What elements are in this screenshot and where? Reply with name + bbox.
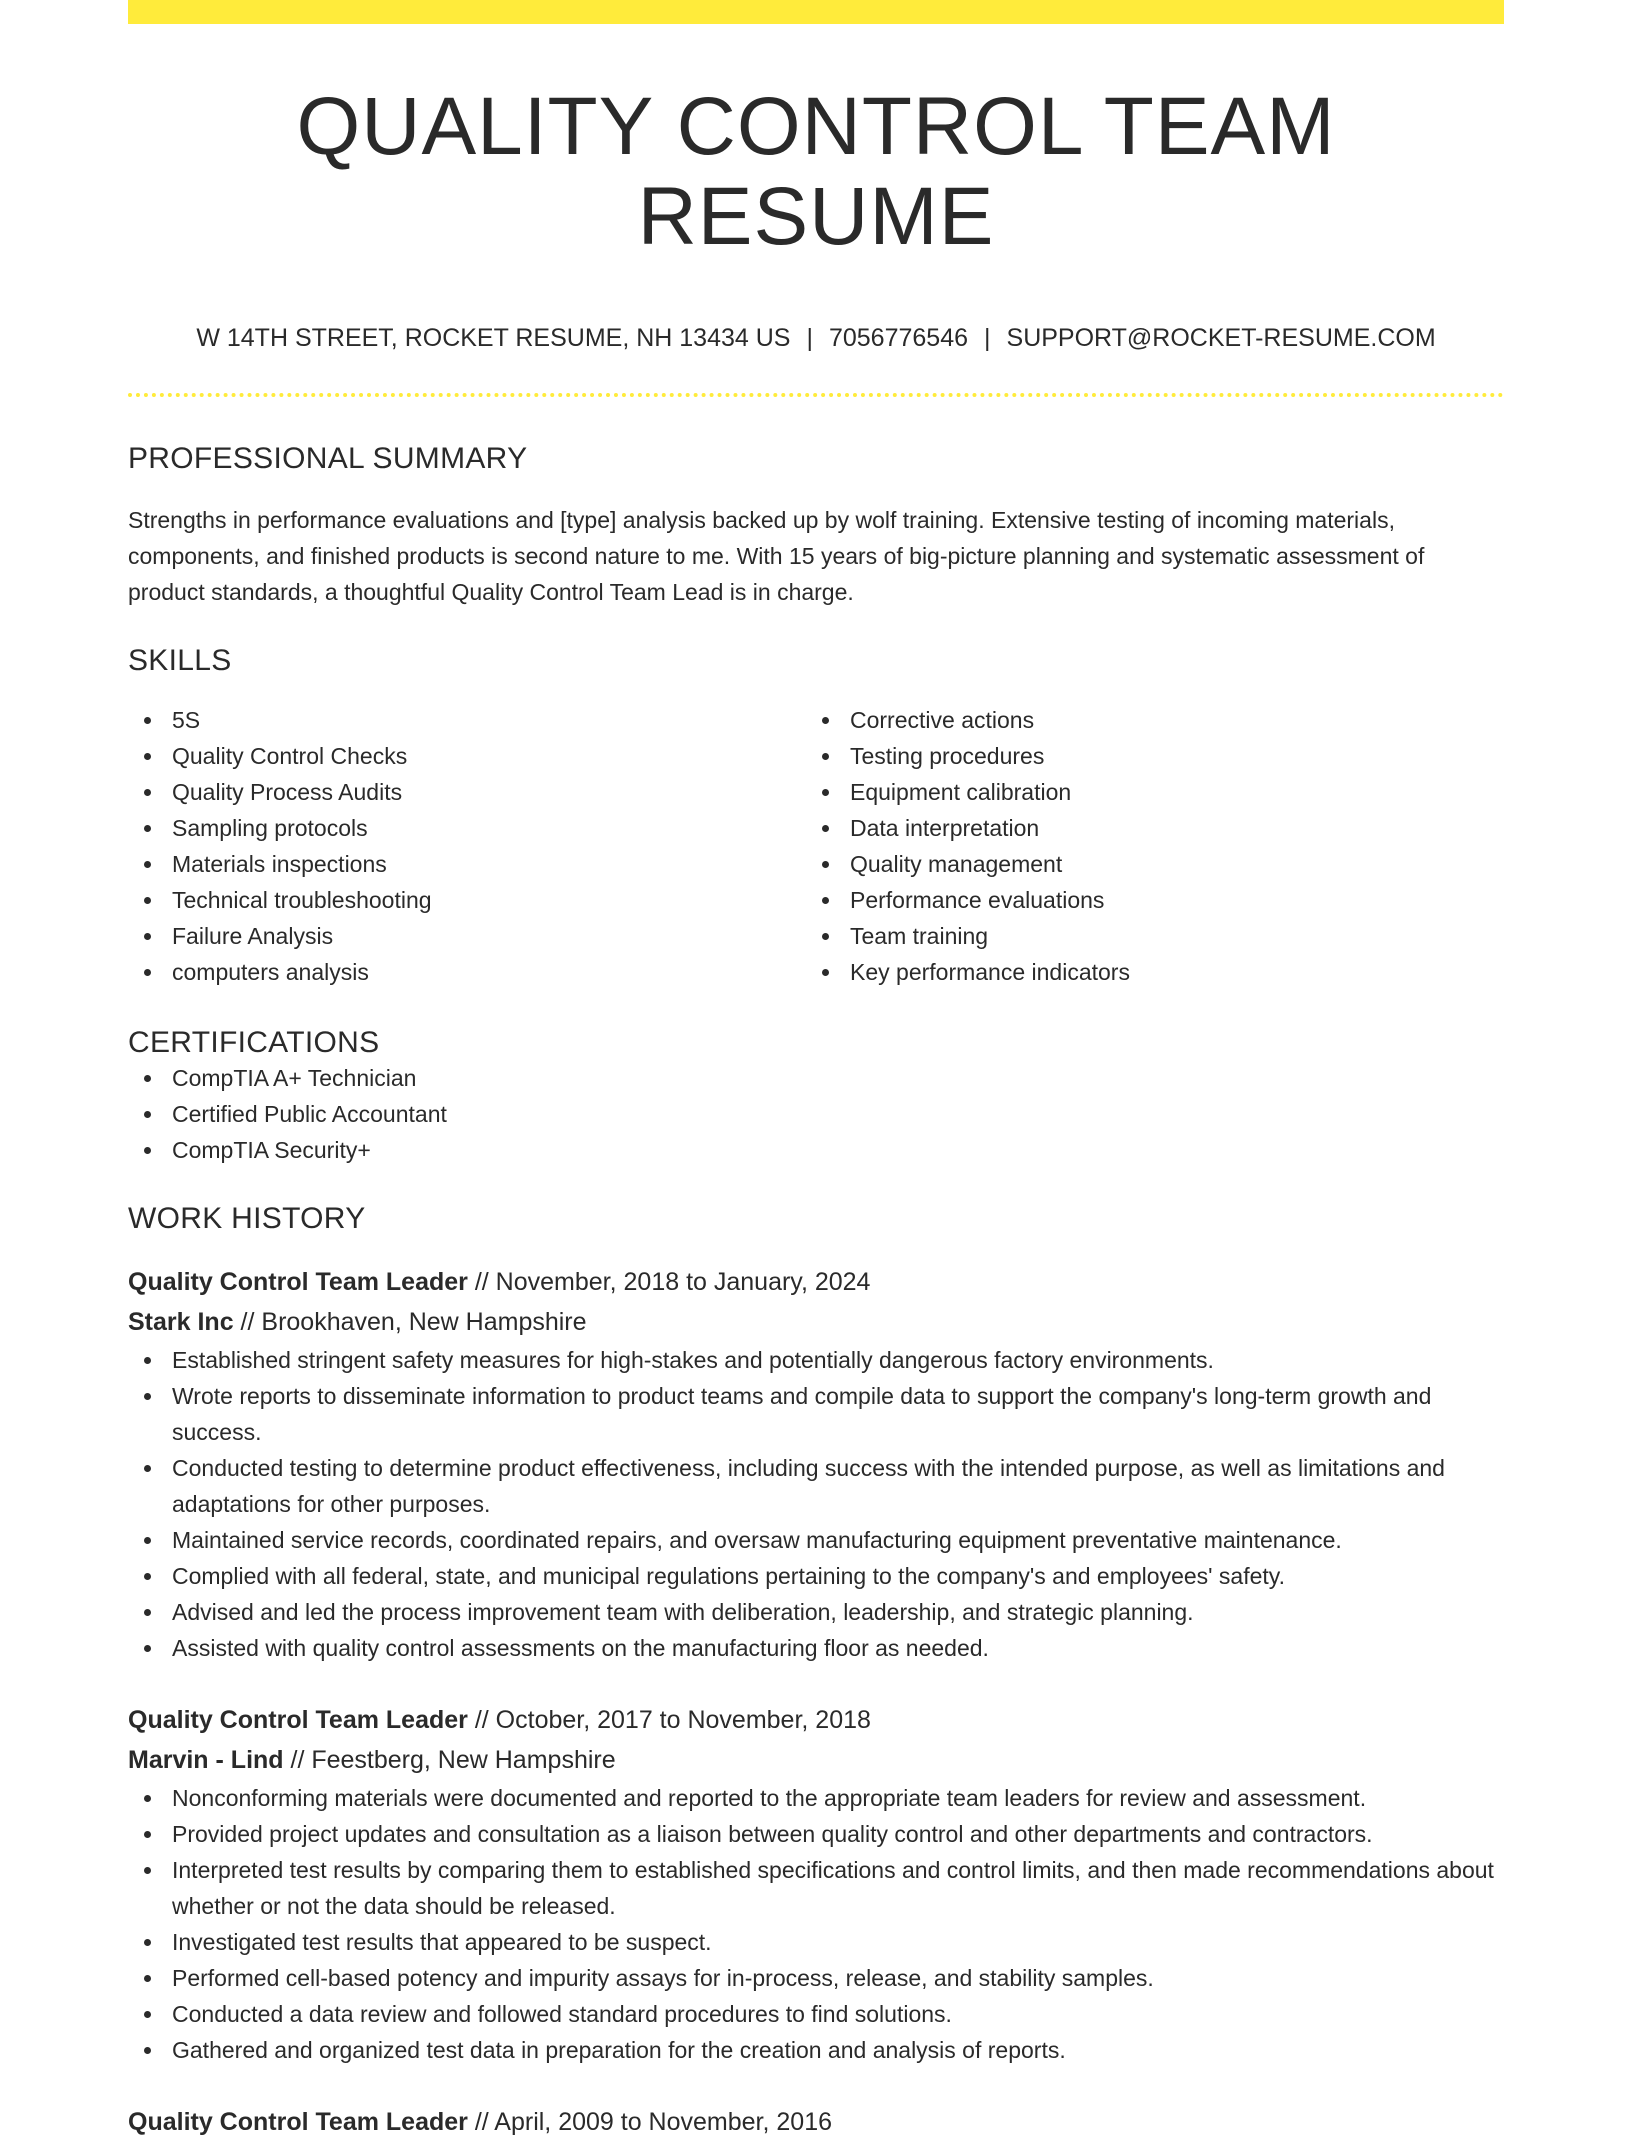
certification-item: Certified Public Accountant bbox=[128, 1096, 1504, 1132]
contact-phone: 7056776546 bbox=[828, 324, 969, 353]
summary-heading: PROFESSIONAL SUMMARY bbox=[128, 442, 528, 476]
certifications-list bbox=[128, 1060, 1504, 1168]
job-duty: Established stringent safety measures for high-stakes and potentially dangerous factory environments. bbox=[128, 1342, 1504, 1378]
job-duties-list bbox=[128, 1780, 1504, 2068]
contact-line bbox=[128, 324, 1504, 353]
job-role: Quality Control Team Leader bbox=[128, 1268, 468, 1297]
summary-text: Strengths in performance evaluations and [type] analysis backed up by wolf training. Extensive testing of incoming materials, components, and finished products is second nature to me. With 15 years of big-picture planning and systematic assessment of product standards, a thoughtful Quality Control Team Lead is in charge. bbox=[128, 507, 1425, 606]
job-location: // Feestberg, New Hampshire bbox=[283, 1746, 616, 1775]
job-role: Quality Control Team Leader bbox=[128, 1706, 468, 1735]
contact-separator: | bbox=[984, 324, 991, 353]
job-duty: Performed cell-based potency and impurity assays for in-process, release, and stability samples. bbox=[128, 1960, 1504, 1996]
job-dates: // October, 2017 to November, 2018 bbox=[467, 1706, 871, 1735]
job-duty: Maintained service records, coordinated repairs, and oversaw manufacturing equipment preventative maintenance. bbox=[128, 1522, 1504, 1558]
job-title-line bbox=[128, 1262, 1504, 1302]
dotted-divider bbox=[128, 393, 1504, 397]
skill-item: Key performance indicators bbox=[806, 954, 1484, 990]
work-history-heading: WORK HISTORY bbox=[128, 1202, 366, 1236]
skill-item: Quality management bbox=[806, 846, 1484, 882]
skill-item: Materials inspections bbox=[128, 846, 806, 882]
job-dates: // November, 2018 to January, 2024 bbox=[467, 1268, 871, 1297]
job-company-line bbox=[128, 1740, 1504, 1780]
resume-title: QUALITY CONTROL TEAM RESUME bbox=[296, 81, 1336, 263]
job-location: // Brookhaven, New Hampshire bbox=[233, 1308, 587, 1337]
job-entry bbox=[128, 1262, 1504, 1666]
contact-separator: | bbox=[806, 324, 813, 353]
job-duty: Investigated test results that appeared to be suspect. bbox=[128, 1924, 1504, 1960]
skill-item: Team training bbox=[806, 918, 1484, 954]
job-duty: Wrote reports to disseminate information to product teams and compile data to support the company's long-term growth and success. bbox=[128, 1378, 1504, 1450]
skill-item: Equipment calibration bbox=[806, 774, 1484, 810]
job-title-line bbox=[128, 2102, 1504, 2142]
certification-item: CompTIA Security+ bbox=[128, 1132, 1504, 1168]
job-company-line bbox=[128, 1302, 1504, 1342]
job-duty: Nonconforming materials were documented and reported to the appropriate team leaders for review and assessment. bbox=[128, 1780, 1504, 1816]
job-duty: Interpreted test results by comparing them to established specifications and control limits, and then made recommendations about whether or not the data should be released. bbox=[128, 1852, 1504, 1924]
job-duty: Gathered and organized test data in preparation for the creation and analysis of reports. bbox=[128, 2032, 1504, 2068]
resume-page bbox=[128, 0, 1504, 2142]
job-duty: Assisted with quality control assessments on the manufacturing floor as needed. bbox=[128, 1630, 1504, 1666]
skills-heading: SKILLS bbox=[128, 644, 232, 678]
skill-item: Corrective actions bbox=[806, 702, 1484, 738]
skill-item: Performance evaluations bbox=[806, 882, 1484, 918]
skill-item: Failure Analysis bbox=[128, 918, 806, 954]
skill-item: computers analysis bbox=[128, 954, 806, 990]
skill-item: 5S bbox=[128, 702, 806, 738]
skill-item: Quality Process Audits bbox=[128, 774, 806, 810]
job-dates: // April, 2009 to November, 2016 bbox=[467, 2108, 833, 2137]
job-title-line bbox=[128, 1700, 1504, 1740]
top-accent-bar bbox=[128, 0, 1504, 24]
job-duty: Conducted a data review and followed standard procedures to find solutions. bbox=[128, 1996, 1504, 2032]
skill-item: Technical troubleshooting bbox=[128, 882, 806, 918]
certification-item: CompTIA A+ Technician bbox=[128, 1060, 1504, 1096]
contact-address: W 14TH STREET, ROCKET RESUME, NH 13434 US bbox=[196, 324, 791, 353]
skill-item: Sampling protocols bbox=[128, 810, 806, 846]
job-entry bbox=[128, 1700, 1504, 2068]
job-entry bbox=[128, 2102, 1504, 2142]
skills-column-right bbox=[806, 702, 1484, 990]
job-role: Quality Control Team Leader bbox=[128, 2108, 468, 2137]
skills-column-left bbox=[128, 702, 806, 990]
skill-item: Quality Control Checks bbox=[128, 738, 806, 774]
job-duty: Provided project updates and consultation as a liaison between quality control and other departments and contractors. bbox=[128, 1816, 1504, 1852]
job-duty: Complied with all federal, state, and municipal regulations pertaining to the company's and employees' safety. bbox=[128, 1558, 1504, 1594]
skills-list bbox=[128, 702, 1504, 990]
job-duties-list bbox=[128, 1342, 1504, 1666]
skill-item: Data interpretation bbox=[806, 810, 1484, 846]
job-company: Stark Inc bbox=[128, 1308, 234, 1337]
certifications-heading: CERTIFICATIONS bbox=[128, 1026, 380, 1060]
job-duty: Conducted testing to determine product effectiveness, including success with the intended purpose, as well as limitations and adaptations for other purposes. bbox=[128, 1450, 1504, 1522]
job-duty: Advised and led the process improvement team with deliberation, leadership, and strategic planning. bbox=[128, 1594, 1504, 1630]
skill-item: Testing procedures bbox=[806, 738, 1484, 774]
job-company: Marvin - Lind bbox=[128, 1746, 284, 1775]
contact-email: SUPPORT@ROCKET-RESUME.COM bbox=[1006, 324, 1436, 353]
